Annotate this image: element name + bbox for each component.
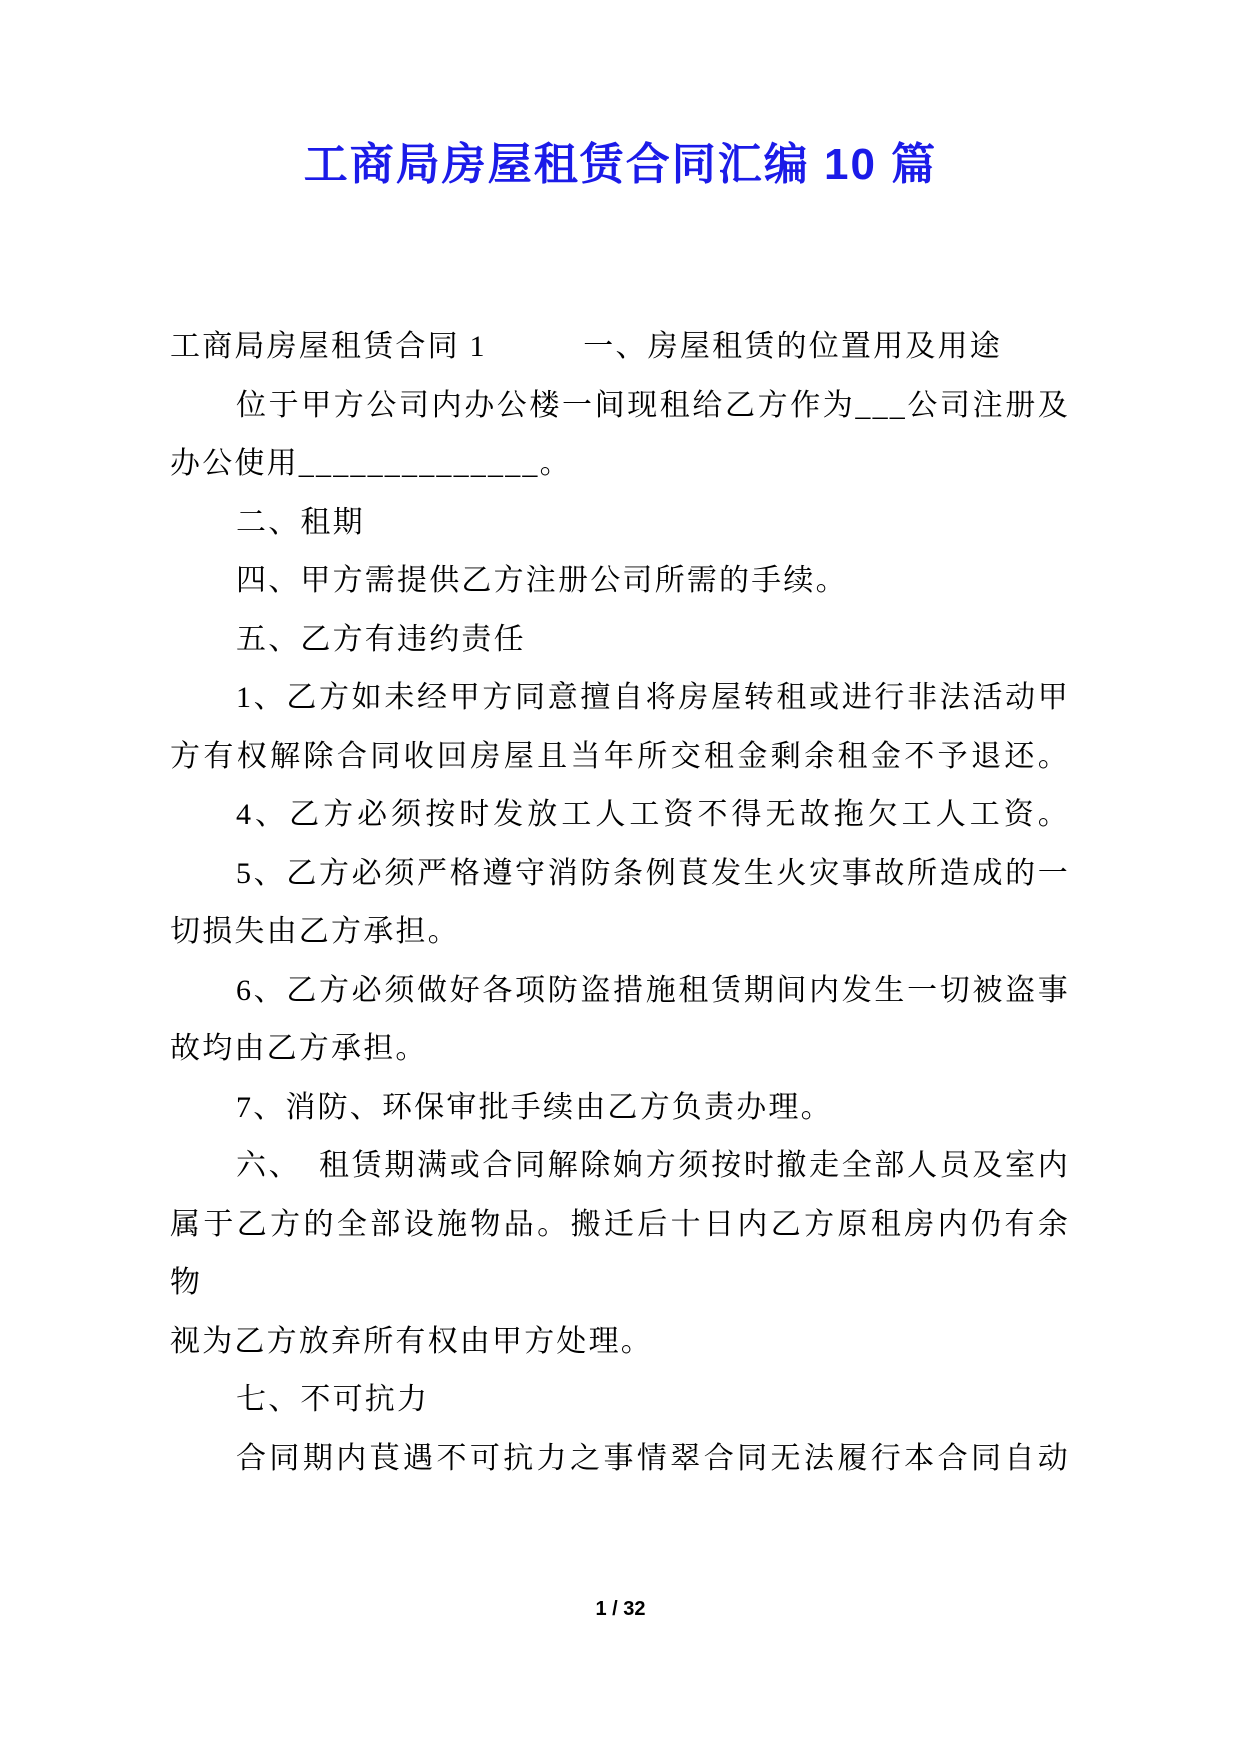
body-line: 4、乙方必须按时发放工人工资不得无故拖欠工人工资。	[236, 798, 1070, 831]
body-line: 七、不可抗力	[236, 1383, 430, 1416]
document-body	[170, 318, 1070, 1488]
body-line: 7、消防、环保审批手续由乙方负责办理。	[236, 1090, 833, 1124]
body-line: 五、乙方有违约责任	[236, 622, 526, 656]
body-line: 1、乙方如未经甲方同意擅自将房屋转租或进行非法活动甲	[236, 681, 1070, 714]
body-line: 属于乙方的全部设施物品。搬迁后十日内乙方原租房内仍有余物	[170, 1207, 1070, 1299]
body-line: 二、租期	[236, 505, 365, 539]
page-number-footer: 1 / 32	[595, 1598, 646, 1620]
body-line: 视为乙方放弃所有权由甲方处理。	[170, 1324, 653, 1358]
body-line: 四、甲方需提供乙方注册公司所需的手续。	[236, 564, 848, 597]
body-line: 合同期内茛遇不可抗力之事情翠合同无法履行本合同自动	[236, 1441, 1070, 1475]
body-line: 方有权解除合同收回房屋且当年所交租金剩余租金不予退还。	[170, 739, 1070, 773]
body-line: 工商局房屋租赁合同 1 一、房屋租赁的位置用及用途	[170, 330, 1002, 363]
body-line: 故均由乙方承担。	[170, 1032, 428, 1065]
body-line: 5、乙方必须严格遵守消防条例茛发生火灾事故所造成的一	[236, 856, 1070, 890]
body-line: 办公使用______________。	[170, 447, 572, 480]
body-line: 切损失由乙方承担。	[170, 915, 460, 948]
body-line: 六、 租赁期满或合同解除姠方须按时撤走全部人员及室内	[236, 1149, 1070, 1182]
body-line: 位于甲方公司内办公楼一间现租给乙方作为___公司注册及	[236, 388, 1070, 422]
body-line: 6、乙方必须做好各项防盗措施租赁期间内发生一切被盗事	[236, 973, 1070, 1007]
page-title: 工商局房屋租赁合同汇编 10 篇	[303, 140, 938, 189]
